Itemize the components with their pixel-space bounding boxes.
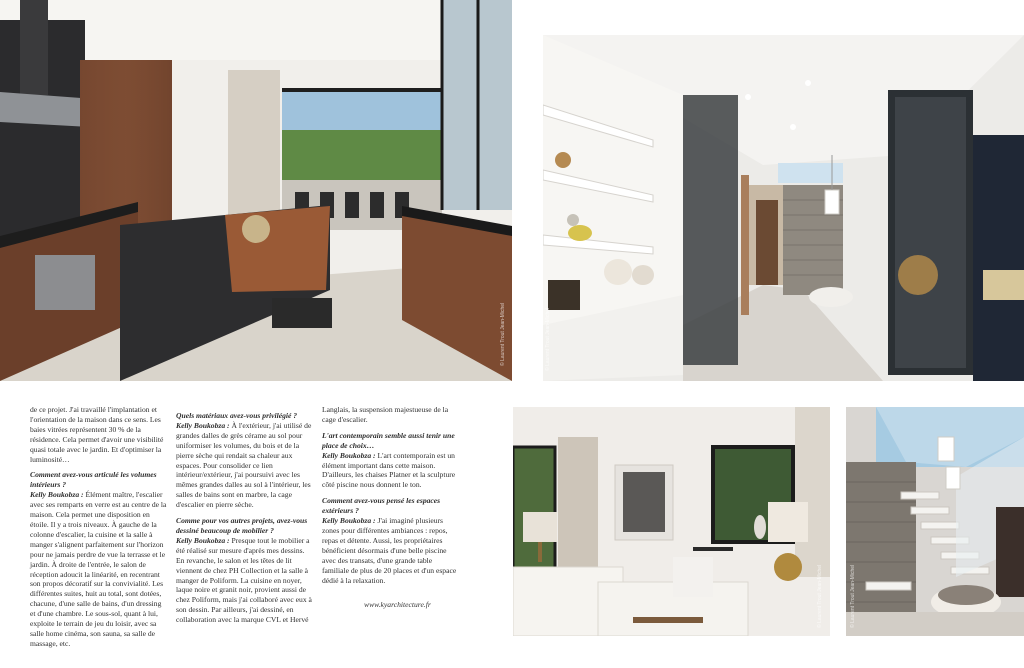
speaker-name: Kelly Boukobza : [176,420,230,430]
staircase-photo [846,407,1024,636]
article-question: Comment avez-vous pensé les espaces extérieurs ? [322,496,441,516]
answer-text: Élément maître, l'escalier avec ses remparts en verre est au centre de la maison. Cela permet une disposition en étoile. Il y a trois niveaux. À gauche de la colonne d'escalier, la cuisine et la salle à manger s'alignent parfaitement sur l'horizon pour ne jamais perdre de vue la terrasse et le jardin. À droite de l'entrée, le salon de réception adoucit la linéarité, en recentrant son propos décoratif sur la convivialité. Les différentes suites, huit au total, sont dotées, chacune, d'une salle de bains, d'un dressing et d'une chambre. Le sous-sol, quant à lui, exploite le terrain de jeu du loisir, avec sa salle home cinéma, son sauna, sa salle de massage, etc. [30,490,167,648]
website-link[interactable]: www.kyarchitecture.fr [364,600,431,609]
living-room-photo [513,407,830,636]
photo-credit: © Laurent Trout Jean-Michel [500,302,506,366]
hallway-photo [543,35,1024,381]
article-question: Comment avez-vous articulé les volumes intérieurs ? [30,470,157,490]
kitchen-photo [0,0,512,381]
article-answer [176,536,314,625]
article-paragraph: de ce projet. J'ai travaillé l'implantation et l'orientation de la maison dans ce sens. Les baies vitrées représentent 30 % de la résidence. Cela permet d'avoir une visibilité quasi totale avec le jardin. Et d'optimiser la luminosité… [30,405,164,464]
speaker-name: Kelly Boukobza : [30,490,84,500]
hallway-illustration [543,35,1024,381]
article-question: Quels matériaux avez-vous privilégié ? [176,411,298,420]
photo-credit: © Laurent Trout Jean-Michel [545,307,551,371]
article-answer [176,421,314,510]
kitchen-illustration [0,0,512,381]
article-question: Comme pour vos autres projets, avez-vous dessiné beaucoup de mobilier ? [176,516,308,535]
article-answer [322,451,460,491]
speaker-name: Kelly Boukobza : [176,535,230,545]
article-column-2 [176,405,314,625]
speaker-name: Kelly Boukobza : [322,450,376,460]
photo-credit: © Laurent Trout Jean-Michel [850,564,856,628]
answer-text: J'ai imaginé plusieurs zones pour différentes ambiances : repos, repas et détente. Aussi, les propriétaires bénéficient désormais d'une belle piscine avec des transats, d'une grande table familiale de plus de 20 places et d'un espace dédié à la relaxation. [322,516,457,585]
stairs-illustration [846,407,1024,636]
living-illustration [513,407,830,636]
answer-text: Presque tout le mobilier a été réalisé sur mesure d'après mes dessins. En revanche, le salon et les têtes de lit viennent de chez PH Collection et la salle à manger de Poliform. La cuisine en noyer, laque noire et granit noir, provient aussi de chez Poliform, mais j'ai collaboré avec eux à son dessin. Par ailleurs, j'ai dessiné, en collaboration avec la marque CVL et Hervé [176,535,312,625]
answer-text: L'art contemporain est un élément important dans cette maison. D'ailleurs, les chaises Platner et la sculpture côté piscine nous donnent le ton. [322,450,456,490]
article-column-1 [30,405,168,649]
article-answer [30,490,168,649]
article-answer [322,516,460,585]
speaker-name: Kelly Boukobza : [322,516,376,526]
article-question: L'art contemporain semble aussi tenir une place de choix… [322,430,455,450]
article-column-3 [322,405,460,585]
article-paragraph: Langlais, la suspension majestueuse de la cage d'escalier. [322,405,449,424]
photo-credit: © Laurent Trout Jean-Michel [817,564,823,628]
answer-text: À l'extérieur, j'ai utilisé de grandes dalles de grès cérame au sol pour uniformiser les volumes, du bois et de la pierre sèche qui rendait sa chaleur aux espaces. Pour consolider ce lien intérieur/extérieur, j'ai poursuivi avec les mêmes grandes dalles au sol à l'intérieur, les salles de bains sont en marbre, la cage d'escalier en pierre sèche. [176,420,312,510]
